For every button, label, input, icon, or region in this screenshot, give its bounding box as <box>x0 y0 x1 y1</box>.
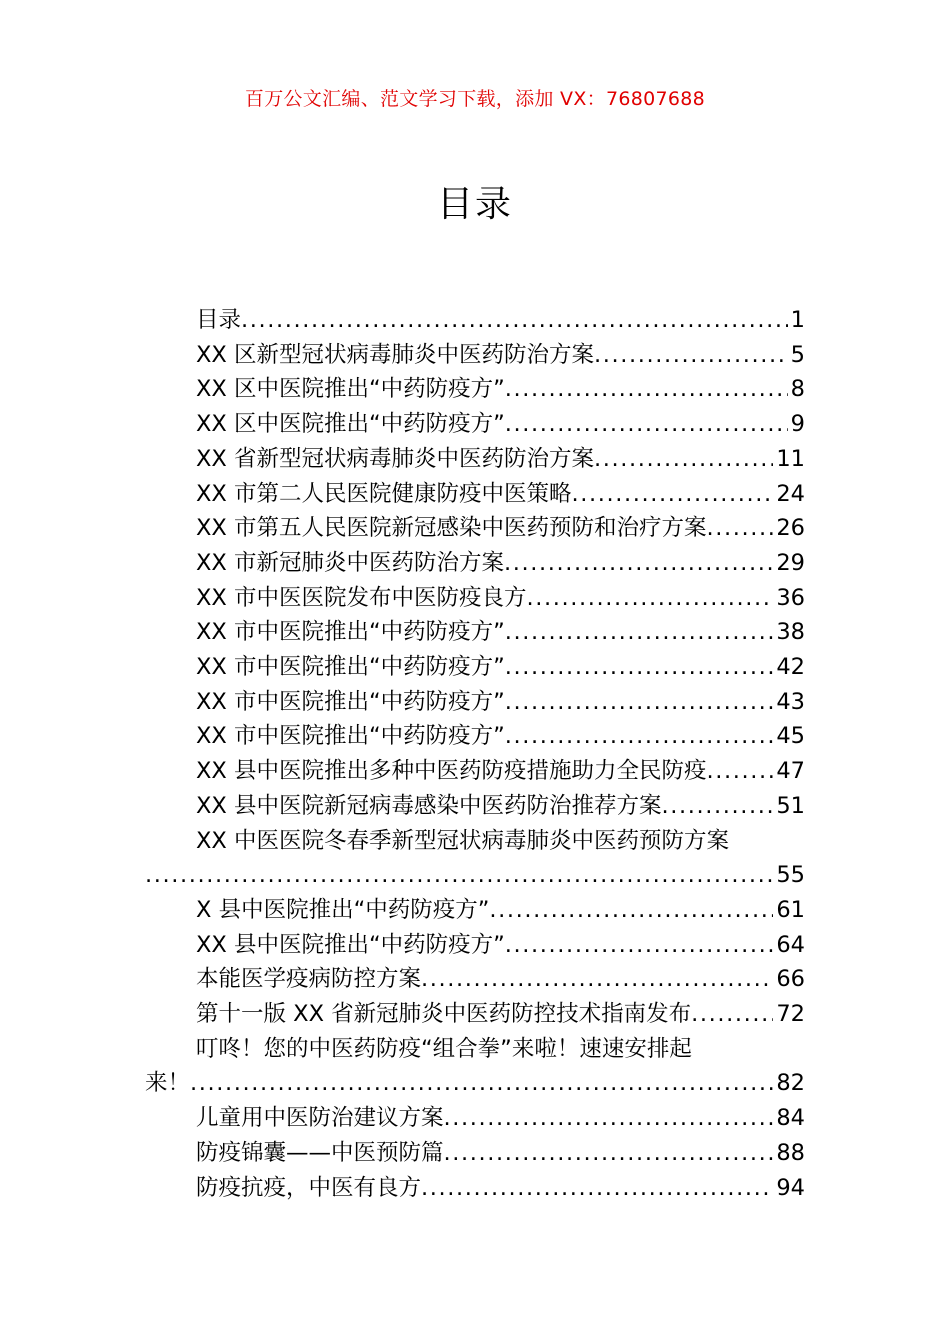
toc-page-number: 24 <box>776 480 805 507</box>
toc-leader-dots <box>421 962 773 997</box>
toc-entry-title: 叮咚！您的中医药防疫“组合拳”来啦！速速安排起 <box>196 1035 692 1062</box>
toc-entry-title: XX 市第二人民医院健康防疫中医策略 <box>196 480 572 507</box>
toc-entry-title: XX 市中医院推出“中药防疫方” <box>196 723 505 750</box>
header-note: 百万公文汇编、范文学习下载，添加 VX：76807688 <box>244 88 706 110</box>
toc-entry[interactable] <box>145 650 805 685</box>
toc-entry[interactable] <box>145 338 805 373</box>
toc-entry[interactable] <box>145 893 805 928</box>
toc-entry-title: XX 市中医医院发布中医防疫良方 <box>196 584 527 611</box>
toc-entry[interactable] <box>145 824 805 893</box>
toc-entry[interactable] <box>145 1101 805 1136</box>
toc-entry[interactable] <box>145 372 805 407</box>
toc-page-number: 45 <box>776 723 805 750</box>
toc-leader-dots <box>444 1136 774 1171</box>
toc-entry[interactable] <box>145 303 805 338</box>
toc-leader-dots <box>241 303 788 338</box>
toc-page-number: 36 <box>776 584 805 611</box>
toc-leader-dots <box>691 997 773 1032</box>
toc-entry-title: 目录 <box>196 307 242 333</box>
toc-page-number: 72 <box>776 1001 805 1028</box>
toc-entry-title: XX 市第五人民医院新冠感染中医药预防和治疗方案 <box>196 515 707 542</box>
toc-entry[interactable] <box>145 546 805 581</box>
toc-entry-title: X 县中医院推出“中药防疫方” <box>196 896 490 923</box>
toc-leader-dots <box>505 650 774 685</box>
toc-page-number: 82 <box>776 1070 805 1097</box>
toc-entry-title: 第十一版 XX 省新冠肺炎中医药防控技术指南发布 <box>196 1001 692 1028</box>
toc-entry[interactable] <box>145 442 805 477</box>
toc-page-number: 8 <box>790 376 805 403</box>
toc-page-number: 88 <box>776 1139 805 1166</box>
toc-entry-title: XX 县中医院推出多种中医药防疫措施助力全民防疫 <box>196 758 707 785</box>
toc-entry[interactable] <box>145 1171 805 1206</box>
toc-page-number: 1 <box>790 307 805 333</box>
toc-leader-dots <box>505 928 774 963</box>
toc-entry[interactable] <box>145 719 805 754</box>
toc-leader-dots <box>594 338 788 373</box>
toc-leader-dots <box>706 511 773 546</box>
toc-leader-dots <box>706 754 773 789</box>
toc-leader-dots <box>505 407 788 442</box>
toc-leader-dots <box>526 581 773 616</box>
toc-page-number: 29 <box>776 549 805 576</box>
toc-entry[interactable] <box>145 962 805 997</box>
toc-entry[interactable] <box>145 581 805 616</box>
toc-page-number: 66 <box>776 966 805 993</box>
toc-entry[interactable] <box>145 685 805 720</box>
toc-entry-title: 防疫抗疫，中医有良方 <box>196 1174 422 1201</box>
toc-entry-title: XX 市中医院推出“中药防疫方” <box>196 619 505 646</box>
toc-entry[interactable] <box>145 1136 805 1171</box>
page-title: 目录 <box>436 184 513 225</box>
toc-leader-dots <box>594 442 773 477</box>
toc-entry-title: 儿童用中医防治建议方案 <box>196 1105 444 1132</box>
toc-entry[interactable] <box>145 789 805 824</box>
toc-entry-title: XX 区中医院推出“中药防疫方” <box>196 376 505 403</box>
toc-page-number: 84 <box>776 1105 805 1132</box>
toc-entry-title: XX 区中医院推出“中药防疫方” <box>196 411 505 438</box>
toc-page-number: 61 <box>776 896 805 923</box>
table-of-contents <box>145 303 805 1205</box>
toc-entry-title: XX 市中医院推出“中药防疫方” <box>196 654 505 681</box>
toc-leader-dots <box>505 685 774 720</box>
toc-entry[interactable] <box>145 477 805 512</box>
toc-leader-dots <box>190 1066 773 1101</box>
toc-page-number: 51 <box>776 792 805 819</box>
toc-leader-dots <box>505 615 774 650</box>
toc-page-number: 9 <box>790 411 805 438</box>
toc-leader-dots <box>661 789 773 824</box>
toc-leader-dots <box>571 477 773 512</box>
toc-entry[interactable] <box>145 928 805 963</box>
toc-entry[interactable] <box>145 754 805 789</box>
toc-page-number: 47 <box>776 758 805 785</box>
toc-page-number: 43 <box>776 688 805 715</box>
toc-entry-title: XX 中医医院冬春季新型冠状病毒肺炎中医药预防方案 <box>196 827 729 854</box>
toc-entry-title-continued: 来！ <box>145 1070 191 1097</box>
toc-entry-title: XX 市中医院推出“中药防疫方” <box>196 688 505 715</box>
toc-page-number: 38 <box>776 619 805 646</box>
toc-entry[interactable] <box>145 407 805 442</box>
toc-leader-dots <box>505 719 774 754</box>
toc-page-number: 42 <box>776 654 805 681</box>
toc-entry[interactable] <box>145 997 805 1032</box>
toc-entry[interactable] <box>145 1032 805 1101</box>
toc-entry-title: 防疫锦囊——中医预防篇 <box>196 1139 444 1166</box>
toc-leader-dots <box>421 1171 773 1206</box>
toc-leader-dots <box>444 1101 774 1136</box>
toc-leader-dots <box>505 372 788 407</box>
toc-leader-dots <box>504 546 773 581</box>
toc-page-number: 11 <box>776 445 805 472</box>
toc-page-number: 55 <box>776 862 805 889</box>
toc-entry[interactable] <box>145 615 805 650</box>
toc-leader-dots <box>145 858 773 893</box>
toc-entry-title: XX 区新型冠状病毒肺炎中医药防治方案 <box>196 341 594 368</box>
toc-page-number: 26 <box>776 515 805 542</box>
toc-entry-title: 本能医学疫病防控方案 <box>196 966 422 993</box>
toc-leader-dots <box>489 893 773 928</box>
toc-entry-title: XX 县中医院新冠病毒感染中医药防治推荐方案 <box>196 792 662 819</box>
toc-page-number: 64 <box>776 931 805 958</box>
toc-entry[interactable] <box>145 511 805 546</box>
toc-entry-title: XX 省新型冠状病毒肺炎中医药防治方案 <box>196 445 594 472</box>
toc-page-number: 94 <box>776 1174 805 1201</box>
toc-entry-title: XX 县中医院推出“中药防疫方” <box>196 931 505 958</box>
toc-entry-title: XX 市新冠肺炎中医药防治方案 <box>196 549 504 576</box>
toc-page-number: 5 <box>790 341 805 368</box>
